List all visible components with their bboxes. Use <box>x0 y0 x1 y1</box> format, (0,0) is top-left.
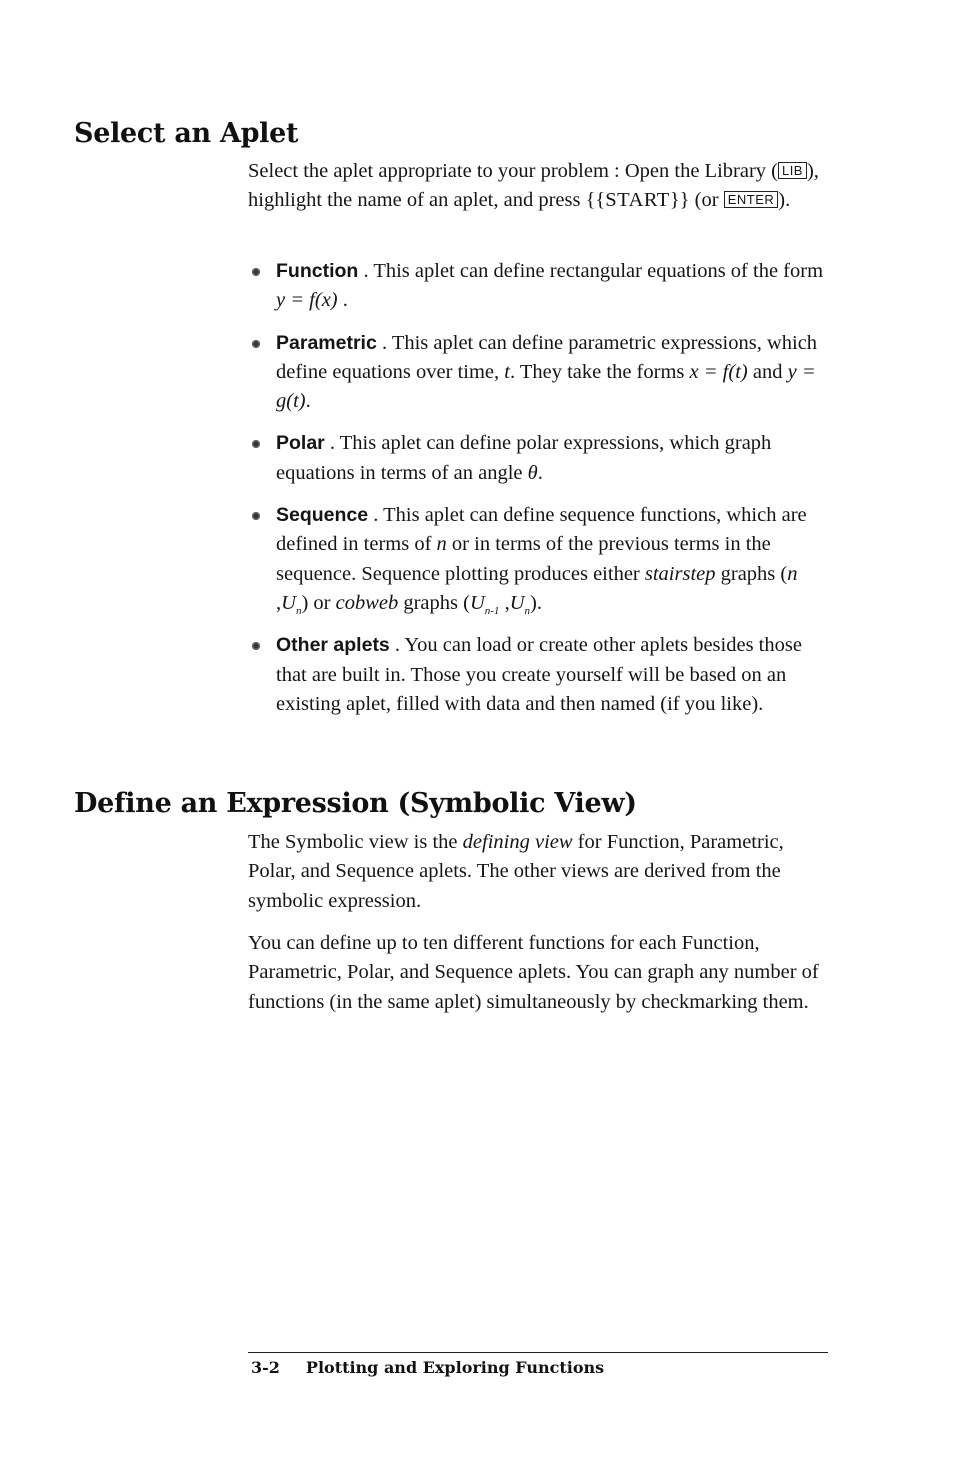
emphasis-defining-view: defining view <box>462 831 573 853</box>
start-softkey: START <box>605 189 670 212</box>
list-item: Function . This aplet can define rectangular equations of the form y = f(x) . <box>248 257 833 316</box>
intro-paragraph: Select the aplet appropriate to your problem : Open the Library ( LIB ), highlight the name of an aplet, and press {{START}} (or ENTER ). <box>248 160 819 212</box>
enter-key: ENTER <box>724 191 779 208</box>
lib-key: LIB <box>778 162 807 179</box>
section-heading-define-expression: Define an Expression (Symbolic View) <box>74 788 637 819</box>
functions-paragraph: You can define up to ten different functions for each Function, Parametric, Polar, and Sequence aplets. You can graph any number of functions (in the same aplet) simultaneously by checkmarking them. <box>248 932 819 1013</box>
list-item: Other aplets . You can load or create other aplets besides those that are built in. Those you create yourself will be based on an existing aplet, filled with data and then named (if you like). <box>248 631 833 719</box>
section-heading-select-aplet: Select an Aplet <box>74 118 299 149</box>
term-other-aplets: Other aplets <box>276 634 390 657</box>
list-item: Polar . This aplet can define polar expressions, which graph equations in terms of an angle θ. <box>248 429 833 488</box>
list-item: Sequence . This aplet can define sequence functions, which are defined in terms of n or in terms of the previous terms in the sequence. Sequence plotting produces either stairstep graphs (n $,U_n$) or cobweb graphs ($U_{n-1}$ $,U_n$). <box>248 501 833 618</box>
term-sequence: Sequence <box>276 504 369 527</box>
page-footer <box>251 1358 604 1377</box>
chapter-title: Plotting and Exploring Functions <box>305 1358 605 1377</box>
bullet-icon <box>252 268 260 276</box>
bullet-icon <box>252 512 260 520</box>
bullet-icon <box>252 440 260 448</box>
page-number: 3-2 <box>251 1358 280 1377</box>
footer-divider <box>248 1352 828 1353</box>
term-function: Function <box>276 260 359 282</box>
bullet-icon <box>252 642 260 650</box>
list-item: Parametric . This aplet can define parametric expressions, which define equations over time, t. They take the forms x = f(t) and y = g(t). <box>248 329 833 417</box>
symbolic-view-paragraph: The Symbolic view is the defining view for Function, Parametric, Polar, and Sequence aplets. The other views are derived from the symbolic expression. <box>248 831 784 912</box>
term-parametric: Parametric <box>276 331 377 354</box>
aplet-list <box>248 257 833 732</box>
bullet-icon <box>252 340 260 348</box>
term-polar: Polar <box>276 432 325 455</box>
